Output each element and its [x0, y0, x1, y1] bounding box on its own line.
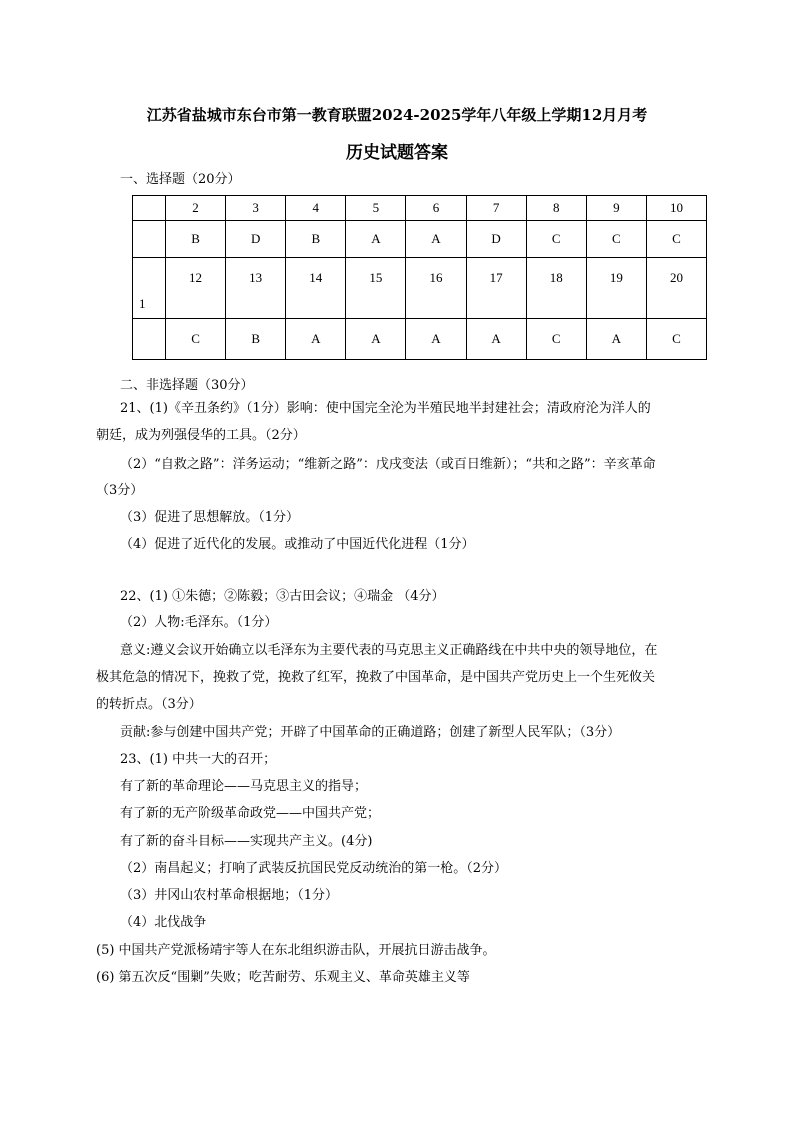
table-cell: 18 — [526, 258, 586, 319]
table-cell: 16 — [406, 258, 466, 319]
table-cell: C — [646, 221, 706, 258]
table-cell: C — [646, 319, 706, 360]
answer-line: (6) 第五次反“围剿”失败；吃苦耐劳、乐观主义、革命英雄主义等 — [96, 970, 470, 985]
answer-line: 极其危急的情况下，挽救了党，挽救了红军，挽救了中国革命，是中国共产党历史上一个生死攸关 — [96, 670, 656, 685]
answer-line: (5) 中国共产党派杨靖宇等人在东北组织游击队，开展抗日游击战争。 — [96, 943, 496, 958]
answer-line: 朝廷，成为列强侵华的工具。（2分） — [96, 428, 306, 443]
answer-line: （3）井冈山农村革命根据地；（1分） — [120, 888, 339, 903]
table-cell: B — [286, 221, 346, 258]
table-cell: 7 — [466, 196, 526, 221]
table-cell: 12 — [166, 258, 226, 319]
answer-line: （3分） — [96, 483, 144, 498]
table-cell: A — [346, 221, 406, 258]
table-cell: D — [226, 221, 286, 258]
table-cell: A — [406, 319, 466, 360]
table-cell: 4 — [286, 196, 346, 221]
answer-line: （4）北伐战争 — [120, 915, 207, 930]
table-cell: A — [466, 319, 526, 360]
table-cell: C — [166, 319, 226, 360]
answer-line: 23、(1) 中共一大的召开； — [120, 752, 277, 767]
answer-line: 意义:遵义会议开始确立以毛泽东为主要代表的马克思主义正确路线在中共中央的领导地位，在 — [120, 643, 658, 658]
answer-line: （2）“自救之路”：洋务运动；“维新之路”：戊戌变法（或百日维新）；“共和之路”：辛亥革命 — [120, 457, 656, 472]
table-cell-empty — [133, 319, 166, 360]
table-row-answers-2 — [133, 319, 707, 360]
table-cell: 5 — [346, 196, 406, 221]
table-cell: C — [586, 221, 646, 258]
table-cell: 19 — [586, 258, 646, 319]
answer-line: 21、(1)《辛丑条约》（1分）影响：使中国完全沦为半殖民地半封建社会；清政府沦为洋人的 — [120, 401, 651, 416]
table-row-numbers-2 — [133, 258, 707, 319]
table-cell: 6 — [406, 196, 466, 221]
table-cell: 17 — [466, 258, 526, 319]
answer-line: 22、(1) ①朱德；②陈毅；③古田会议；④瑞金 （4分） — [120, 589, 445, 604]
table-cell: 13 — [226, 258, 286, 319]
table-cell: C — [526, 221, 586, 258]
answer-line: 有了新的革命理论——马克思主义的指导； — [120, 779, 368, 794]
table-cell: B — [226, 319, 286, 360]
table-cell: A — [346, 319, 406, 360]
table-cell: 14 — [286, 258, 346, 319]
table-row-numbers-1 — [133, 196, 707, 221]
answer-line: 贡献:参与创建中国共产党；开辟了中国革命的正确道路；创建了新型人民军队；（3分） — [120, 725, 621, 740]
section1-title: 一、选择题（20分） — [120, 172, 241, 187]
answer-line: （2）南昌起义；打响了武装反抗国民党反动统治的第一枪。（2分） — [120, 861, 508, 876]
table-cell: 15 — [346, 258, 406, 319]
answer-line: （3）促进了思想解放。（1分） — [120, 510, 300, 525]
table-cell: 20 — [646, 258, 706, 319]
answer-table — [132, 195, 707, 360]
answer-line: 的转折点。（3分） — [96, 697, 202, 712]
table-cell: A — [406, 221, 466, 258]
document-subtitle: 历史试题答案 — [346, 143, 448, 163]
section2-title: 二、非选择题（30分） — [120, 378, 254, 393]
answer-line: 有了新的无产阶级革命政党——中国共产党； — [120, 806, 381, 821]
table-row-answers-1 — [133, 221, 707, 258]
answer-line: 有了新的奋斗目标——实现共产主义。(4分) — [120, 834, 373, 849]
answer-line: （2）人物:毛泽东。（1分） — [120, 615, 278, 630]
table-cell: A — [586, 319, 646, 360]
table-cell: C — [526, 319, 586, 360]
document-title: 江苏省盐城市东台市第一教育联盟2024-2025学年八年级上学期12月月考 — [146, 106, 648, 124]
answer-line: （4）促进了近代化的发展。或推动了中国近代化进程（1分） — [120, 537, 475, 552]
table-cell-empty — [133, 221, 166, 258]
table-cell: 10 — [646, 196, 706, 221]
table-cell: 9 — [586, 196, 646, 221]
table-cell: A — [286, 319, 346, 360]
table-side-label: 1 — [133, 258, 166, 319]
table-cell: 2 — [166, 196, 226, 221]
table-cell: 3 — [226, 196, 286, 221]
table-cell-empty — [133, 196, 166, 221]
table-cell: 8 — [526, 196, 586, 221]
table-cell: B — [166, 221, 226, 258]
table-cell: D — [466, 221, 526, 258]
